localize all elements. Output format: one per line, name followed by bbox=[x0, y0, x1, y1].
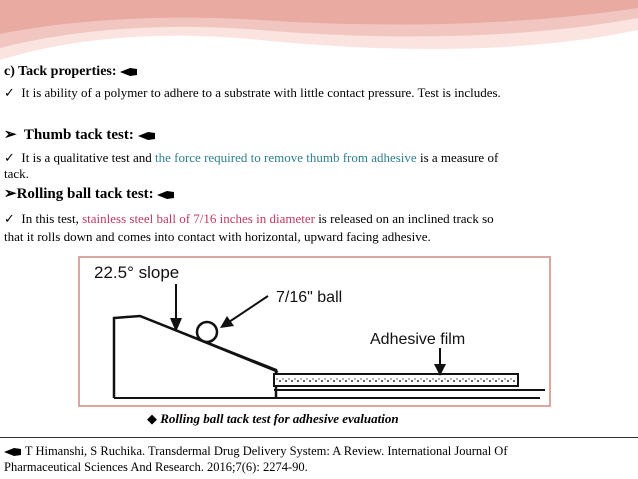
pointing-hand-icon bbox=[157, 190, 175, 200]
rolling-ball-figure bbox=[78, 256, 551, 407]
thumb-tack-heading bbox=[4, 127, 156, 143]
rolling-highlight-text: stainless steel ball of 7/16 inches in diameter bbox=[82, 211, 315, 226]
check-icon: ✓ bbox=[4, 85, 15, 100]
rolling-ball-continuation: that it rolls down and comes into contact with horizontal, upward facing adhesive. bbox=[4, 229, 431, 244]
thumb-post-text: is a measure of bbox=[416, 150, 499, 165]
rolling-pre-text: In this test, bbox=[21, 211, 83, 226]
rolling-ball-diagram bbox=[80, 258, 549, 405]
adhesive-film bbox=[276, 376, 516, 384]
tack-definition bbox=[4, 85, 501, 101]
thumb-tack-continuation: tack. bbox=[4, 166, 29, 181]
thumb-pre-text: It is a qualitative test and bbox=[21, 150, 155, 165]
tack-definition-text: It is ability of a polymer to adhere to a substrate with little contact pressure. Test is includes. bbox=[21, 85, 501, 100]
pointing-hand-icon bbox=[4, 447, 22, 457]
figure-caption bbox=[147, 411, 399, 427]
slope-label: 22.5° slope bbox=[94, 263, 180, 282]
thumb-tack-heading-text: Thumb tack test: bbox=[23, 127, 134, 143]
thumb-highlight-text: the force required to remove thumb from adhesive bbox=[154, 150, 417, 165]
ramp bbox=[114, 316, 276, 398]
ball-arrow-head bbox=[220, 316, 234, 328]
thumb-tack-description bbox=[4, 150, 498, 166]
rolling-ball-description bbox=[4, 211, 494, 227]
reference-line-1: T Himanshi, S Ruchika. Transdermal Drug Delivery System: A Review. International Journal Of bbox=[24, 444, 508, 458]
reference bbox=[4, 443, 624, 475]
rolling-post-text: is released on an inclined track so bbox=[314, 211, 494, 226]
ball-arrow bbox=[226, 296, 268, 324]
figure-caption-text: Rolling ball tack test for adhesive evaluation bbox=[160, 411, 399, 426]
check-icon: ✓ bbox=[4, 211, 15, 226]
header-wave-decoration bbox=[0, 0, 638, 70]
rolling-ball-heading-text: Rolling ball tack test: bbox=[16, 186, 154, 202]
reference-divider bbox=[0, 437, 638, 438]
film-label: Adhesive film bbox=[370, 331, 466, 348]
arrow-bullet-icon: ➢ bbox=[4, 186, 17, 202]
pointing-hand-icon bbox=[138, 131, 156, 141]
ball-label: 7/16" ball bbox=[276, 289, 343, 306]
reference-line-2: Pharmaceutical Sciences And Research. 2016;7(6): 2274-90. bbox=[4, 460, 308, 474]
arrow-bullet-icon: ➢ bbox=[4, 127, 17, 143]
check-icon: ✓ bbox=[4, 150, 15, 165]
diamond-icon: ◆ bbox=[147, 411, 157, 426]
pointing-hand-icon bbox=[120, 67, 138, 77]
steel-ball bbox=[197, 322, 217, 342]
section-heading-text: c) Tack properties: bbox=[4, 64, 117, 79]
section-heading bbox=[4, 64, 138, 80]
rolling-ball-heading bbox=[4, 186, 175, 202]
